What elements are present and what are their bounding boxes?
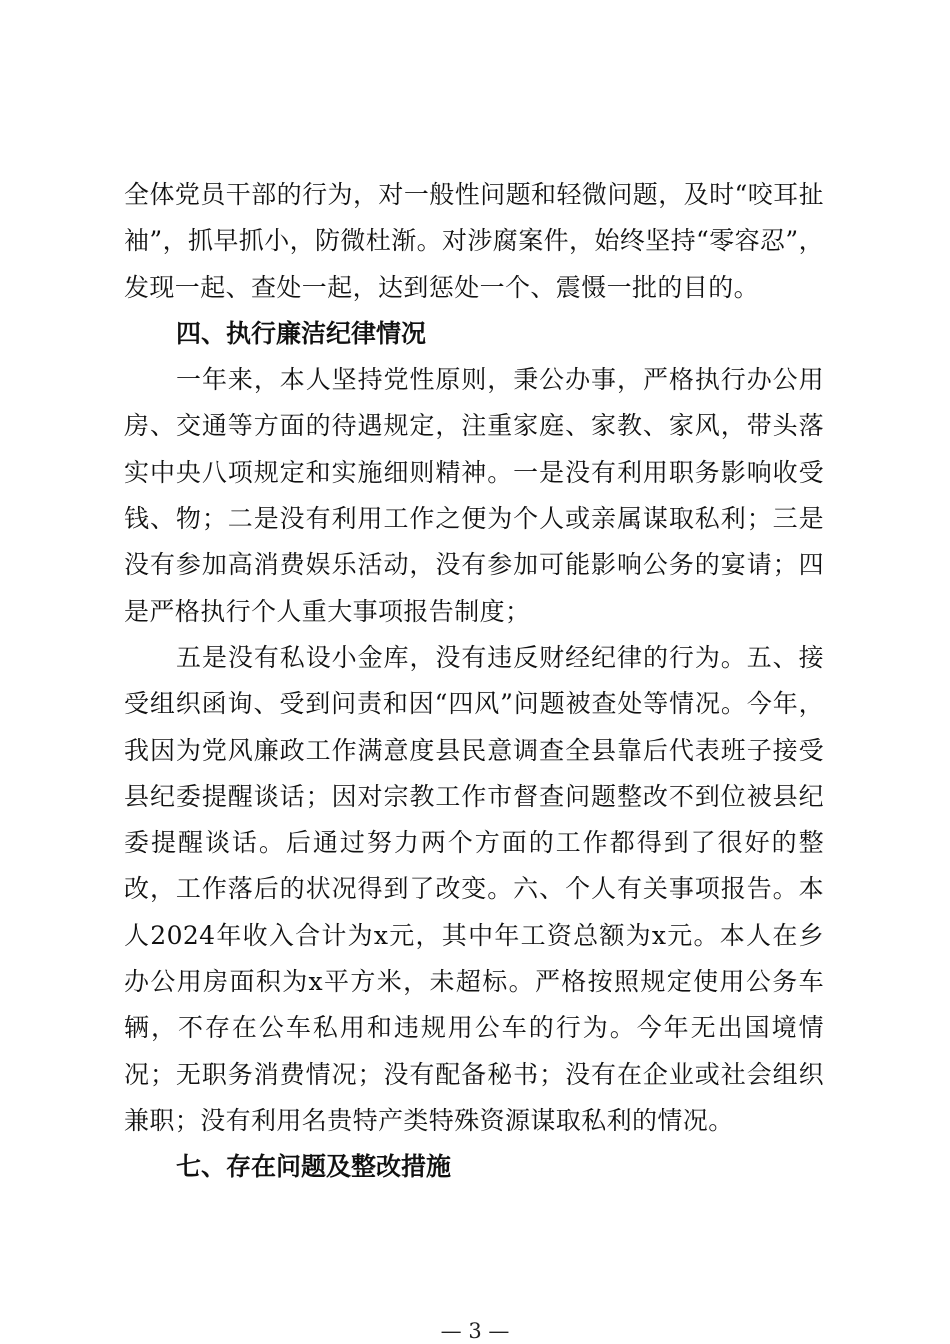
section-heading-seven: 七、存在问题及整改措施: [176, 1152, 452, 1182]
paragraph-continued: 全体党员干部的行为，对一般性问题和轻微问题，及时“咬耳扯袖”，抓早抓小，防微杜渐。对涉腐案件，始终坚持“零容忍”，发现一起、查处一起，达到惩处一个、震慑一批的目的。: [124, 180, 824, 302]
paragraph-inquiries-and-reports: 五是没有私设小金库，没有违反财经纪律的行为。五、接受组织函询、受到问责和因“四风”问题被查处等情况。今年，我因为党风廉政工作满意度县民意调查全县靠后代表班子接受县纪委提醒谈话；因对宗教工作市督查问题整改不到位被县纪委提醒谈话。后通过努力两个方面的工作都得到了很好的整改，工作落后的状况得到了改变。六、个人有关事项报告。本人2024年收入合计为x元，其中年工资总额为x元。本人在乡办公用房面积为x平方米，未超标。严格按照规定使用公务车辆，不存在公车私用和违规用公车的行为。今年无出国境情况；无职务消费情况；没有配备秘书；没有在企业或社会组织兼职；没有利用名贵特产类特殊资源谋取私利的情况。: [124, 642, 824, 1135]
section-heading-four: 四、执行廉洁纪律情况: [176, 318, 427, 348]
paragraph-integrity-discipline: 一年来，本人坚持党性原则，秉公办事，严格执行办公用房、交通等方面的待遇规定，注重家庭、家教、家风，带头落实中央八项规定和实施细则精神。一是没有利用职务影响收受钱、物；二是没有利用工作之便为个人或亲属谋取私利；三是没有参加高消费娱乐活动，没有参加可能影响公务的宴请；四是严格执行个人重大事项报告制度；: [124, 365, 824, 626]
page-number: — 3 —: [440, 1319, 510, 1343]
body-text: [124, 172, 824, 1191]
